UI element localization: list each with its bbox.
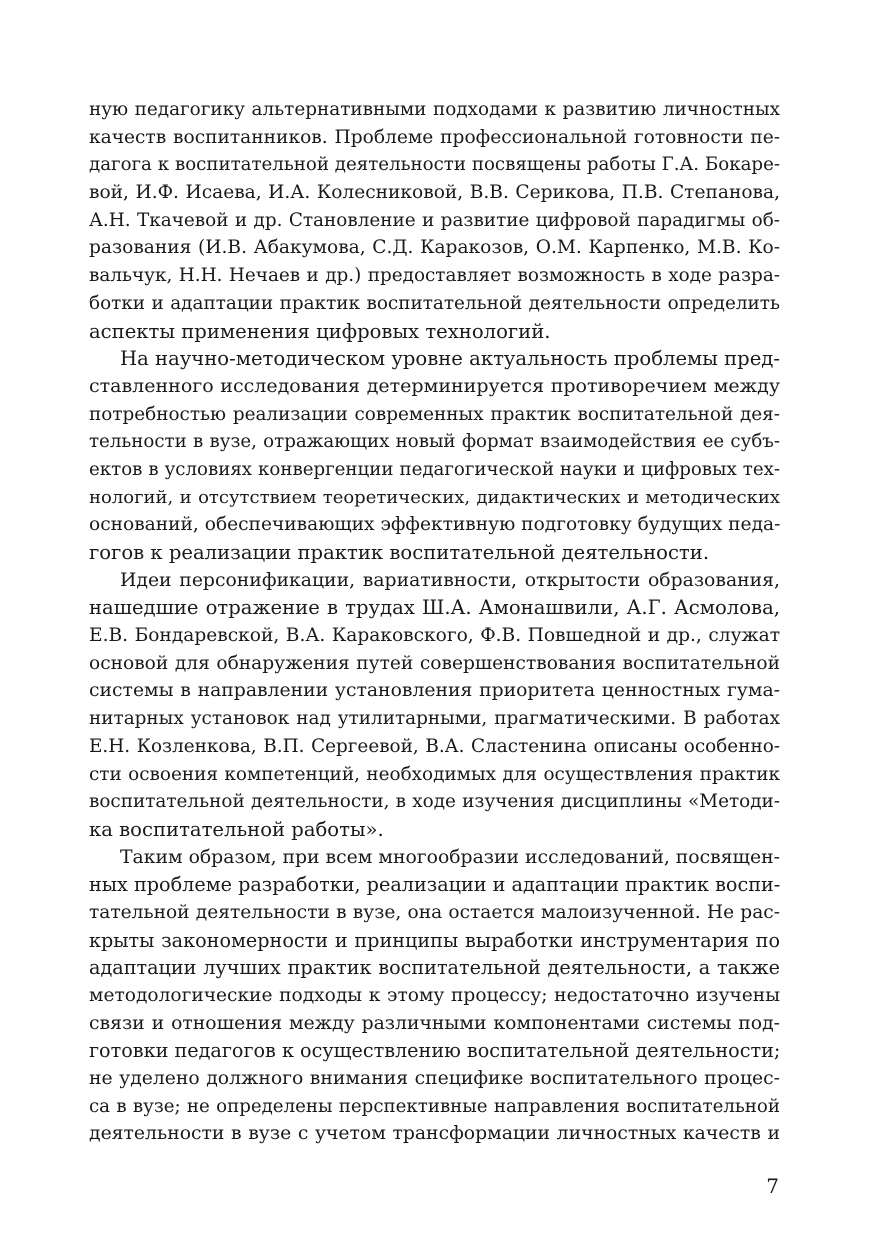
text-line: А.Н. Ткачевой и др. Становление и развитие цифровой парадигмы об- [89, 209, 780, 231]
text-line: ставленного исследования детерминируется противоречием между [89, 374, 780, 397]
text-line: разования (И.В. Абакумова, С.Д. Каракозов, О.М. Карпенко, М.В. Ко- [89, 237, 780, 259]
text-line: крыты закономерности и принципы выработки инструментария по [89, 928, 780, 952]
text-line: потребностью реализации современных практик воспитательной дея- [89, 403, 780, 425]
text-line: воспитательной деятельности, в ходе изучения дисциплины «Методи- [89, 791, 780, 813]
text-line: На научно-методическом уровне актуальность проблемы пред- [120, 347, 780, 371]
text-line: адаптации лучших практик воспитательной деятельности, а также [89, 956, 780, 980]
text-line: тательной деятельности в вузе, она остается малоизученной. Не рас- [89, 901, 780, 923]
text-line: сти освоения компетенций, необходимых для осуществления практик [89, 763, 780, 785]
text-line: методологические подходы к этому процессу; недостаточно изучены [89, 985, 780, 1006]
text-line: нологий, и отсутствием теоретических, дидактических и методических [89, 486, 780, 508]
text-line: вой, И.Ф. Исаева, И.А. Колесниковой, В.В. Серикова, П.В. Степанова, [89, 182, 780, 204]
paragraph [89, 844, 780, 1149]
text-line: Е.Н. Козленкова, В.П. Сергеевой, В.А. Сластенина описаны особенно- [89, 735, 780, 757]
text-line: Таким образом, при всем многообразии исследований, посвящен- [120, 846, 780, 868]
page-number: 7 [766, 1174, 779, 1198]
text-line: готовки педагогов к осуществлению воспитательной деятельности; [89, 1039, 781, 1063]
text-line: Е.В. Бондаревской, В.А. Караковского, Ф.В. Повшедной и др., служат [89, 625, 780, 647]
text-line: ботки и адаптации практик воспитательной деятельности определить [89, 292, 780, 314]
text-line: оснований, обеспечивающих эффективную подготовку будущих педа- [89, 514, 781, 536]
text-line: вальчук, Н.Н. Нечаев и др.) предоставляет возможность в ходе разра- [89, 265, 780, 287]
text-line: основой для обнаружения путей совершенствования воспитательной [89, 652, 780, 674]
text-line: ных проблеме разработки, реализации и адаптации практик воспи- [89, 873, 781, 897]
text-line: гогов к реализации практик воспитательной деятельности. [89, 541, 710, 564]
paragraph [89, 567, 780, 844]
body-text [89, 96, 780, 1148]
paragraph [89, 96, 780, 345]
text-line: системы в направлении установления приоритета ценностных гума- [89, 680, 780, 702]
text-line: связи и отношения между различными компонентами системы под- [89, 1012, 780, 1034]
text-line: деятельности в вузе с учетом трансформации личностных качеств и [89, 1123, 780, 1145]
text-line: качеств воспитанников. Проблеме профессиональной готовности пе- [89, 126, 780, 148]
text-line: дагога к воспитательной деятельности посвящены работы Г.А. Бокаре- [89, 154, 780, 176]
text-line: не уделено должного внимания специфике воспитательного процес- [89, 1068, 780, 1090]
text-line: ка воспитательной работы». [89, 817, 384, 841]
text-line: ную педагогику альтернативными подходами к развитию личностных [89, 99, 780, 120]
text-line: Идеи персонификации, вариативности, открытости образования, [120, 569, 780, 591]
text-line: ектов в условиях конвергенции педагогической науки и цифровых тех- [89, 458, 780, 480]
text-line: нитарных установок над утилитарными, прагматическими. В работах [89, 708, 780, 730]
text-line: са в вузе; не определены перспективные направления воспитательной [89, 1095, 780, 1117]
text-line: нашедшие отражение в трудах Ш.А. Амонашвили, А.Г. Асмолова, [89, 596, 780, 620]
text-line: аспекты применения цифровых технологий. [89, 319, 551, 343]
text-line: тельности в вузе, отражающих новый формат взаимодействия ее субъ- [89, 431, 780, 453]
paragraph [89, 345, 780, 567]
